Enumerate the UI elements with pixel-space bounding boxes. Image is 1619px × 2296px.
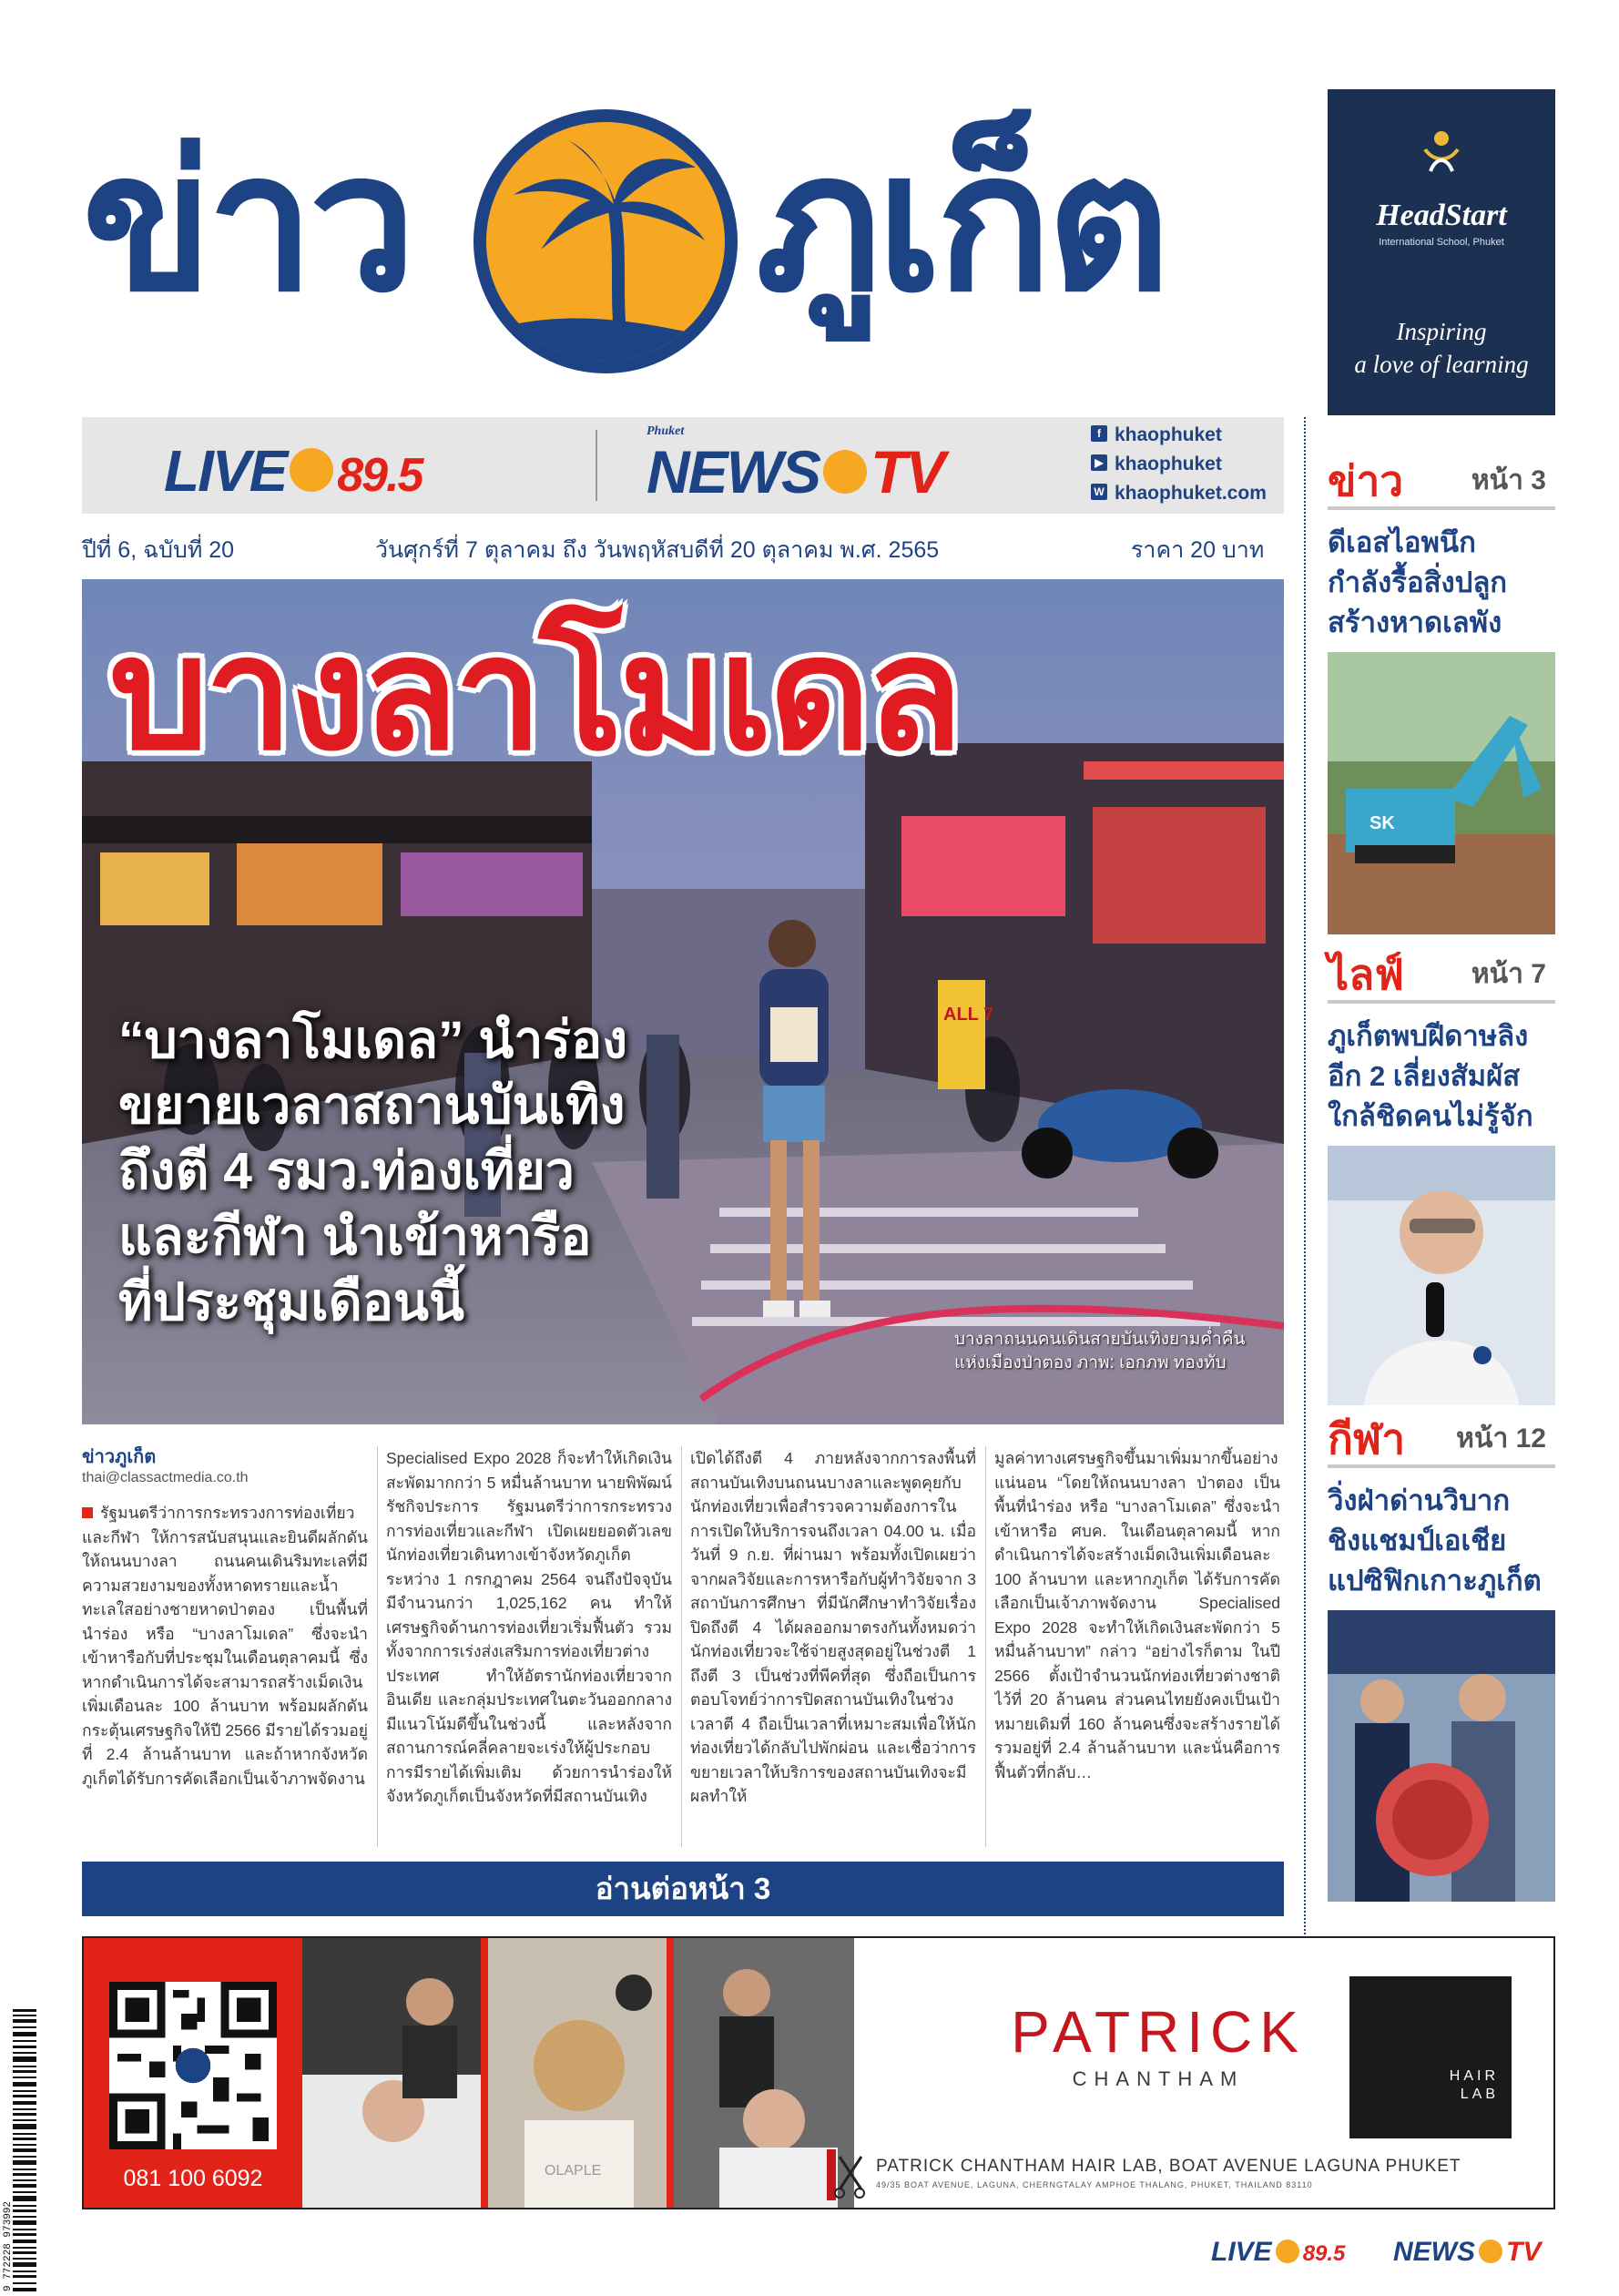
social-website[interactable] [1091,479,1284,508]
column-rule [985,1446,986,1847]
hero-title: บางลาโมเดล [109,607,960,781]
sidebar-headline-line: สร้างหาดเลพัง [1328,607,1502,638]
sidebar-headline-line: กำลังรื้อสิ่งปลูก [1328,566,1508,598]
article-paragraph [82,1501,368,1791]
issue-volume: ปีที่ 6, ฉบับที่ 20 [82,537,235,563]
hero-photo [82,579,1284,1424]
hero-sub-line: และกีฬา นำเข้าหารือ [118,1208,592,1266]
article-body [82,1446,1284,1847]
promo-sign [938,980,985,1089]
sidebar-rule [1328,506,1555,510]
footer-ball-icon [1276,2240,1299,2263]
headstart-tagline-2: a love of learning [1354,351,1529,378]
apron-text: OLAPLE [545,2163,602,2179]
phuket-news-tv-logo[interactable] [647,424,944,506]
palm-tree-icon [486,122,725,361]
hair-lab-line: LAB [1460,2087,1499,2102]
ad-photo-separator [667,1938,674,2208]
masthead-word-left: ข่าว [82,116,412,330]
column-rule [377,1446,378,1847]
barcode-icon [0,2009,36,2293]
sidebar-separator [1304,417,1306,1938]
article-col1-text: รัฐมนตรีว่าการกระทรวงการท่องเที่ยวและกีฬา ให้การสนับสนุนและยินดีผลักดันให้ถนนบางลา ถนนคนเดินริมทะเลที่มีความสวยงามของทั้งหาดทรายและน้ำทะเลใสอย่างชายหาดป่าตอง เป็นพื้นที่นำร่อง หรือ “บางลาโมเดล” ซึ่งจะนำเข้าหารือกับที่ประชุมในเดือนตุลาคมนี้ ซึ่งหากดำเนินการได้จะสามารถสร้างเม็ดเงินเพิ่มเดือนละ 100 ล้านบาท พร้อมผลักดันกระตุ้นเศรษฐกิจให้ปี 2566 มีรายได้รวมอยู่ที่ 2.4 ล้านล้านบาท และถ้าหากจังหวัดภูเก็ตได้รับการคัดเลือกเป็นเจ้าภาพจัดงาน [82,1504,368,1788]
live-frequency: 89.5 [337,449,423,502]
sidebar-headline-line: วิ่งฝ่าด่านวิบาก [1328,1485,1511,1516]
website-icon: W [1091,484,1107,500]
issue-price: ราคา 20 บาท [1131,537,1265,563]
live-895-logo[interactable] [164,437,422,505]
ad-brand-sub: CHANTHAM [1072,2067,1245,2090]
footer-live-text: LIVE [1211,2237,1272,2267]
hero-sub-line: ที่ประชุมเดือนนี้ [118,1273,464,1332]
social-label: khaophuket.com [1115,483,1267,504]
qr-code-icon[interactable] [109,1982,277,2149]
sidebar-page: หน้า 12 [1456,1424,1546,1454]
sidebar-headline [1328,1481,1555,1601]
article-col2-text: Specialised Expo 2028 ก็จะทำให้เกิดเงินสะพัดมากกว่า 5 หมื่นล้านบาท นายพิพัฒน์ รัชกิจประการ รัฐมนตรีว่าการกระทรวงการท่องเที่ยวและกีฬา เปิดเผยยอดตัวเลขนักท่องเที่ยวเดินทางเข้าจังหวัดภูเก็ต ระหว่าง 1 กรกฎาคม 2564 จนถึงปัจจุบัน มีจำนวนกว่า 1,025,162 คน ทำให้เศรษฐกิจด้านการท่องเที่ยวเริ่มฟื้นตัว รวมทั้งจากการเร่งส่งเสริมการท่องเที่ยวต่างประเทศ ทำให้อัตรานักท่องเที่ยวจากอินเดีย และกลุ่มประเทศในตะวันออกกลางมีแนวโน้มดีขึ้นในช่วงนี้ และหลังจากสถานการณ์คลี่คลายจะเร่งให้ผู้ประกอบการมีรายได้เพิ่มเติม ด้วยการนำร่องให้จังหวัดภูเก็ตเป็นจังหวัดที่มีสถานบันเทิง [386,1449,672,1805]
ad-photo-separator [481,1938,488,2208]
footer-live-logo[interactable] [1211,2237,1345,2268]
hero-caption-line: แห่งเมืองป่าตอง ภาพ: เอกภพ ทองทับ [954,1353,1227,1372]
sidebar-headline [1328,1016,1555,1137]
ad-photo-1 [302,1938,483,2208]
article-col3-text: เปิดได้ถึงตี 4 ภายหลังจากการลงพื้นที่สถานบันเทิงบนถนนบางลาและพูดคุยกับนักท่องเที่ยวเพื่อสำรวจความต้องการในการเปิดให้บริการจนถึงเวลา 04.00 น. เมื่อวันที่ 9 ก.ย. ที่ผ่านมา พร้อมทั้งเปิดเผยว่า จากผลวิจัยและการหารือกับผู้ทำวิจัยจาก 3 สถาบันการศึกษา ที่มีนักศึกษาทำวิจัยเรื่องปิดถึงตี 4 ได้ผลออกมาตรงกันทั้งหมดว่านักท่องเที่ยวจะใช้จ่ายสูงสุดอยู่ในช่วงตี 1 ถึงตี 3 เป็นช่วงที่พีคที่สุด ซึ่งถือเป็นการตอบโจทย์ว่าการปิดสถานบันเทิงในช่วงเวลาตี 4 ถือเป็นเวลาที่เหมาะสมเพื่อให้นักท่องเที่ยวได้กลับไปพักผ่อน และเชื่อว่าการขยายเวลาให้บริการของสถานบันเทิงจะมีผลทำให้ [690,1449,976,1805]
hair-lab-logo [1349,1976,1512,2138]
sidebar-headline-line: อีก 2 เลี่ยงสัมผัส [1328,1060,1521,1092]
footer-news-ball-icon [1479,2240,1502,2263]
news-ball-icon [823,450,867,494]
sidebar-teaser-life[interactable] [1328,949,1555,1405]
sidebar-rule [1328,1464,1555,1468]
headstart-tagline-1: Inspiring [1396,318,1487,345]
news-text: NEWS [647,438,820,505]
sidebar-head [1328,949,1555,1000]
article-col-1 [82,1446,368,1847]
article-email[interactable]: thai@classactmedia.co.th [82,1470,249,1485]
article-byline: ข่าวภูเก็ต [82,1447,157,1467]
headstart-subtitle: International School, Phuket [1379,237,1504,248]
sidebar-rule [1328,1000,1555,1004]
sidebar-page: หน้า 3 [1471,465,1546,495]
sidebar-head [1328,1413,1555,1464]
hero-sub-line: ขยายเวลาสถานบันเทิง [118,1077,626,1135]
ad-contact-panel [84,1938,302,2208]
footer-tv-text: TV [1506,2237,1542,2267]
social-youtube[interactable] [1091,450,1284,479]
sidebar-head [1328,455,1555,506]
footer-news-text: NEWS [1393,2237,1475,2267]
sidebar-teaser-news[interactable] [1328,455,1555,934]
ad-brand: PATRICK [1011,1999,1306,2065]
sun-palm-logo [473,109,738,373]
issue-date: วันศุกร์ที่ 7 ตุลาคม ถึง วันพฤหัสบดีที่ 20 ตุลาคม พ.ศ. 2565 [375,537,940,563]
news-tv: TV [871,438,944,505]
sidebar-headline-line: ภูเก็ตพบฝีดาษลิง [1328,1020,1529,1052]
article-col-3 [690,1446,976,1847]
barcode-number: 9 772228 973992 [3,2200,14,2291]
article-col-4 [994,1446,1280,1847]
masthead-word-right: ภูเก็ต [756,116,1166,330]
sidebar-photo-excavator [1328,652,1555,934]
footer-logos [1211,2231,1557,2277]
media-strip [82,417,1284,514]
patrick-chantham-ad[interactable] [82,1936,1555,2209]
sidebar-photo-official [1328,1146,1555,1405]
footer-news-logo[interactable] [1393,2237,1541,2268]
ad-phone[interactable]: 081 100 6092 [123,2166,263,2191]
facebook-icon: f [1091,425,1107,442]
sidebar-headline-line: ชิงแชมป์เอเชีย [1328,1525,1507,1556]
sidebar-section: ข่าว [1328,457,1404,505]
hero-caption [954,1328,1273,1375]
social-links [1091,421,1284,508]
headstart-ad[interactable] [1328,89,1555,415]
scissors-icon [827,2149,865,2200]
news-logo-small: Phuket [647,424,685,438]
read-more-bar[interactable]: อ่านต่อหน้า 3 [82,1862,1284,1916]
masthead [82,91,1293,392]
paragraph-bullet-icon [82,1507,93,1518]
headstart-name: HeadStart [1376,199,1507,232]
social-facebook[interactable] [1091,421,1284,450]
sidebar-section: ไลฟ์ [1328,951,1404,998]
sidebar-photo-event [1328,1610,1555,1902]
sidebar-headline-line: ดีเอสไอพนึก [1328,526,1476,558]
barcode [0,2009,36,2293]
footer-frequency: 89.5 [1302,2241,1346,2266]
hair-lab-text [1450,2067,1499,2104]
live-text: LIVE [164,438,287,504]
excavator-text: SK [1370,813,1395,833]
hero-sub-line: “บางลาโมเดล” นำร่อง [118,1011,628,1069]
sidebar-headline [1328,523,1555,643]
sidebar-headline-line: ใกล้ชิดคนไม่รู้จัก [1328,1100,1533,1132]
hero-caption-line: บางลาถนนคนเดินสายบันเทิงยามค่ำคืน [954,1330,1246,1349]
ad-photo-2 [488,1938,668,2208]
social-label: khaophuket [1115,454,1222,475]
sidebar-section: กีฬา [1328,1415,1406,1463]
hero-subheadline [118,1007,701,1335]
strip-divider [596,430,597,501]
issue-line [82,528,1284,565]
ad-footer: PATRICK CHANTHAM HAIR LAB, BOAT AVENUE LAGUNA PHUKET [876,2157,1461,2176]
headstart-tagline [1328,315,1555,381]
ad-address: 49/35 BOAT AVENUE, LAGUNA, CHERNGTALAY AMPHOE THALANG, PHUKET, THAILAND 83110 [876,2180,1313,2189]
hero-sub-line: ถึงตี 4 รมว.ท่องเที่ยว [118,1142,575,1200]
article-col4-text: มูลค่าทางเศรษฐกิจขึ้นมาเพิ่มมากขึ้นอย่างแน่นอน “โดยให้ถนนบางลา ป่าตอง เป็นพื้นที่นำร่อง หรือ “บางลาโมเดล” ซึ่งจะนำเข้าหารือ ศบค. ในเดือนตุลาคมนี้ หากดำเนินการได้จะสร้างเม็ดเงินเพิ่มเดือนละ 100 ล้านบาท และหากภูเก็ต ได้รับการคัดเลือกเป็นเจ้าภาพจัดงาน Specialised Expo 2028 จะทำให้เกิดเงินสะพัดกว่า 5 หมื่นล้านบาท” กล่าว “อย่างไรก็ตาม ในปี 2566 ตั้งเป้าจำนวนนักท่องเที่ยวต่างชาติไว้ที่ 20 ล้านคน ส่วนคนไทยยังคงเป็นเป้าหมายเดิมที่ 160 ล้านคนซึ่งจะสร้างรายได้รวมอยู่ที่ 2.4 ล้านล้านบาท และนั่นคือการฟื้นตัวที่กลับ… [994,1449,1280,1781]
column-rule [681,1446,682,1847]
live-ball-icon [290,448,333,492]
headstart-logo-icon [1414,126,1469,180]
sidebar-page: หน้า 7 [1471,959,1546,989]
article-col-2 [386,1446,672,1847]
youtube-icon: ▶ [1091,454,1107,471]
sidebar-teaser-sport[interactable] [1328,1413,1555,1902]
sidebar-headline-line: แปซิฟิกเกาะภูเก็ต [1328,1565,1542,1597]
hair-lab-line: HAIR [1449,2068,1499,2084]
social-label: khaophuket [1115,424,1222,445]
promo-sign-text: ALL 7 [943,1005,994,1025]
